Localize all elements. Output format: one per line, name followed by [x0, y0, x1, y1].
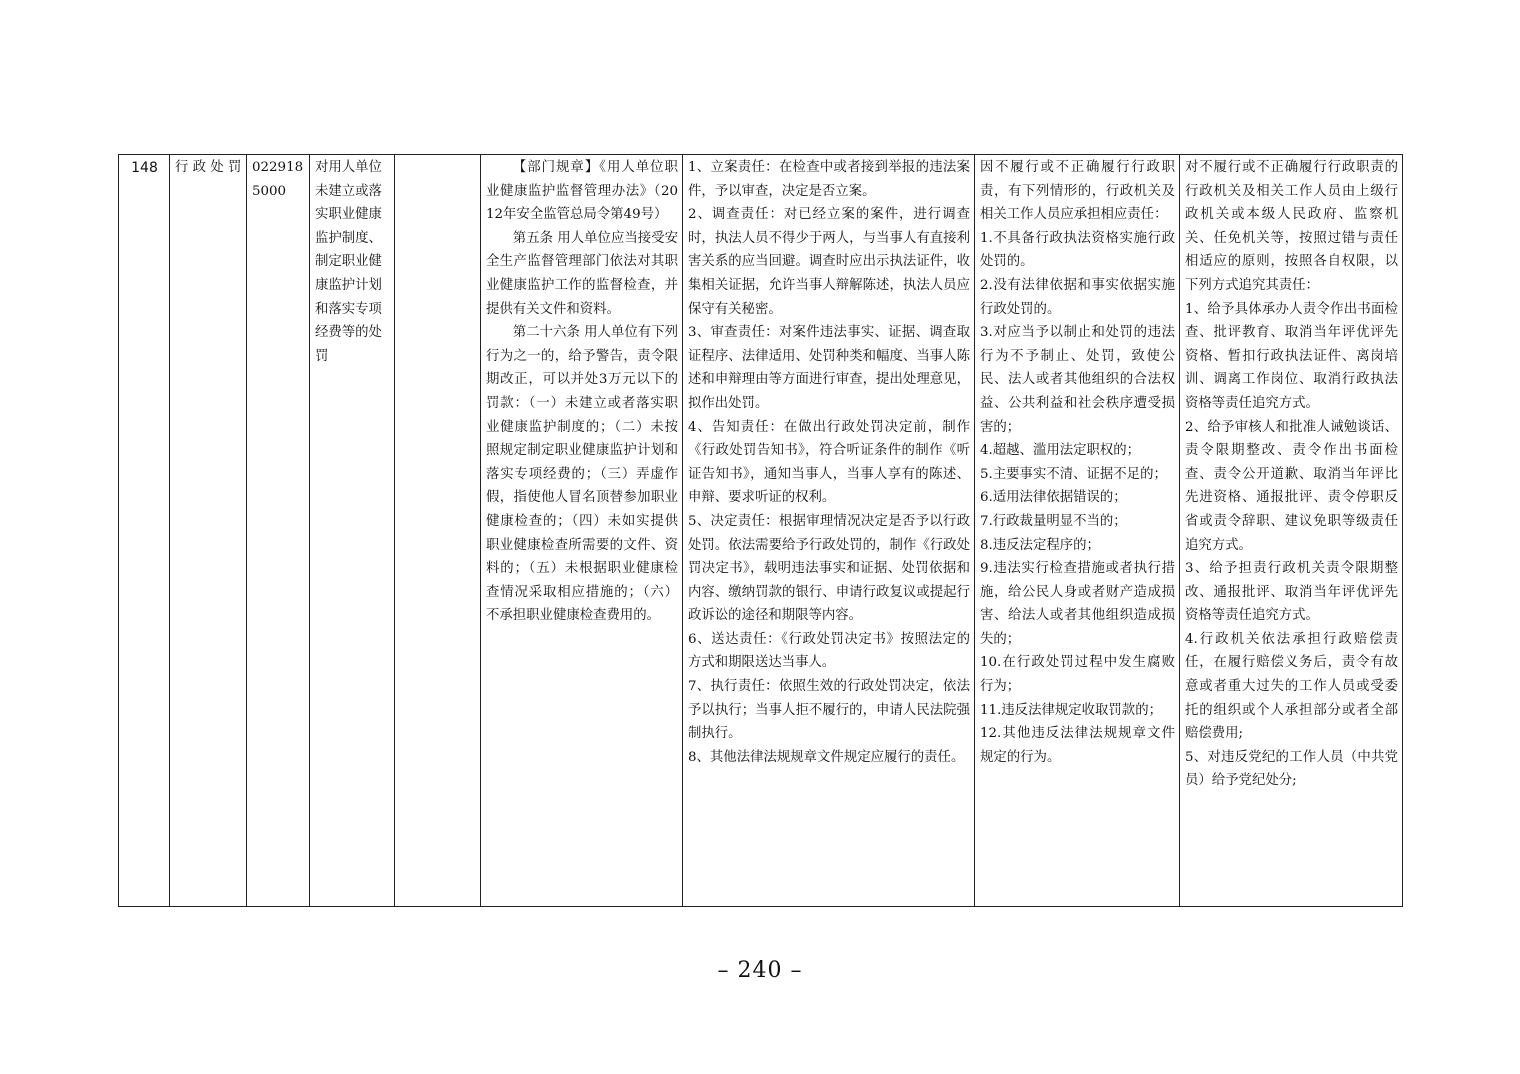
list-item: 10.在行政处罚过程中发生腐败行为； [980, 655, 1175, 695]
list-item: 6、送达责任：《行政处罚决定书》按照法定的方式和期限送达当事人。 [688, 631, 970, 671]
basis-article-26: 第二十六条 用人单位有下列行为之一的，给予警告，责令限期改正，可以并处3万元以下的罚款：（一）未建立或者落实职业健康监护制度的；（二）未按照规定制定职业健康监护计划和落实专项经费的；（三）弄虚作假，指使他人冒名顶替参加职业健康检查的；（四）未如实提供职业健康检查所需要的文件、资料的；（五）未根据职业健康检查情况采取相应措施的；（六）不承担职业健康检查费用的。 [486, 325, 678, 624]
basis-article-5: 第五条 用人单位应当接受安全生产监督管理部门依法对其职业健康监护工作的监督检查，并提供有关文件和资料。 [486, 230, 678, 317]
power-list-table [118, 154, 1403, 907]
list-item: 6.适用法律依据错误的； [980, 490, 1127, 506]
page-number: – 240 – [717, 958, 803, 983]
list-item: 5、决定责任：根据审理情况决定是否予以行政处罚。依法需要给予行政处罚的，制作《行政处罚决定书》，载明违法事实和证据、处罚依据和内容、缴纳罚款的银行、申请行政复议或提起行政诉讼的途径和期限等内容。 [688, 513, 970, 624]
list-item: 对不履行或不正确履行行政职责的行政机关及相关工作人员由上级行政机关或本级人民政府、监察机关、任免机关等，按照过错与责任相适应的原则，按照各自权限，以下列方式追究其责任： [1185, 160, 1398, 293]
list-item: 7.行政裁量明显不当的； [980, 513, 1127, 529]
list-item: 8、其他法律法规规章文件规定应履行的责任。 [688, 749, 965, 765]
list-item: 3.对应当予以制止和处罚的违法行为不予制止、处罚，致使公民、法人或者其他组织的合法权益、公共利益和社会秩序遭受损害的； [980, 325, 1175, 435]
list-item: 8.违反法定程序的； [980, 537, 1100, 553]
power-item-name: 对用人单位未建立或落实职业健康监护制度、制定职业健康监护计划和落实专项经费等的处罚 [310, 155, 395, 907]
list-item: 2、调查责任：对已经立案的案件，进行调查时，执法人员不得少于两人，与当事人有直接利害关系的应当回避。调查时应出示执法证件，收集相关证据，允许当事人辩解陈述，执法人员应保守有关秘密。 [688, 207, 970, 317]
list-item: 2、给予审核人和批准人诫勉谈话、责令限期整改、责令作出书面检查、责令公开道歉、取消当年评比先进资格、通报批评、责令停职反省或责令辞职、建议免职等级责任追究方式。 [1185, 419, 1398, 553]
list-item: 5、对违反党纪的工作人员（中共党员）给予党纪处分; [1185, 749, 1398, 789]
list-item: 5.主要事实不清、证据不足的； [980, 466, 1167, 482]
list-item: 1.不具备行政执法资格实施行政处罚的。 [980, 230, 1175, 270]
accountability-methods [1180, 155, 1403, 907]
list-item: 4.超越、滥用法定职权的； [980, 443, 1141, 459]
sub-item-cell [395, 155, 481, 907]
accountability-causes [975, 155, 1180, 907]
list-item: 3、给予担责行政机关责令限期整改、通报批评、取消当年评优评先资格等责任追究方式。 [1185, 561, 1398, 624]
list-item: 3、审查责任：对案件违法事实、证据、调查取证程序、法律适用、处罚种类和幅度、当事人陈述和申辩理由等方面进行审查，提出处理意见，拟作出处罚。 [688, 325, 970, 411]
list-item: 9.违法实行检查措施或者执行措施，给公民人身或者财产造成损害、给法人或者其他组织造成损失的； [980, 561, 1175, 647]
legal-basis [481, 155, 683, 907]
list-item: 11.违反法律规定收取罚款的； [980, 702, 1162, 718]
list-item: 1、给予具体承办人责令作出书面检查、批评教育、取消当年评优评先资格、暂扣行政执法证件、离岗培训、调离工作岗位、取消行政执法资格等责任追究方式。 [1185, 301, 1398, 411]
list-item: 因不履行或不正确履行行政职责，有下列情形的，行政机关及相关工作人员应承担相应责任： [980, 160, 1175, 223]
table-row [119, 155, 1403, 907]
list-item: 1、立案责任：在检查中或者接到举报的违法案件，予以审查，决定是否立案。 [688, 160, 970, 199]
list-item: 4.行政机关依法承担行政赔偿责任，在履行赔偿义务后，责令有故意或者重大过失的工作人员或受委托的组织或个人承担部分或者全部赔偿费用; [1185, 631, 1398, 742]
list-item: 12.其他违反法律法规规章文件规定的行为。 [980, 726, 1175, 765]
responsibility-list [683, 155, 975, 907]
power-category: 行 政 处 罚 [170, 155, 247, 907]
row-number: 148 [119, 155, 170, 907]
list-item: 2.没有法律依据和事实依据实施行政处罚的。 [980, 277, 1175, 317]
basis-heading: 【部门规章】《用人单位职业健康监护监督管理办法》（2012年安全监管总局令第49号） [486, 160, 678, 223]
list-item: 7、执行责任：依照生效的行政处罚决定，依法予以执行；当事人拒不履行的，申请人民法院强制执行。 [688, 679, 970, 742]
list-item: 4、告知责任：在做出行政处罚决定前，制作《行政处罚告知书》，符合听证条件的制作《听证告知书》，通知当事人，当事人享有的陈述、申辩、要求听证的权利。 [688, 419, 970, 506]
power-code: 0229185000 [247, 155, 310, 907]
